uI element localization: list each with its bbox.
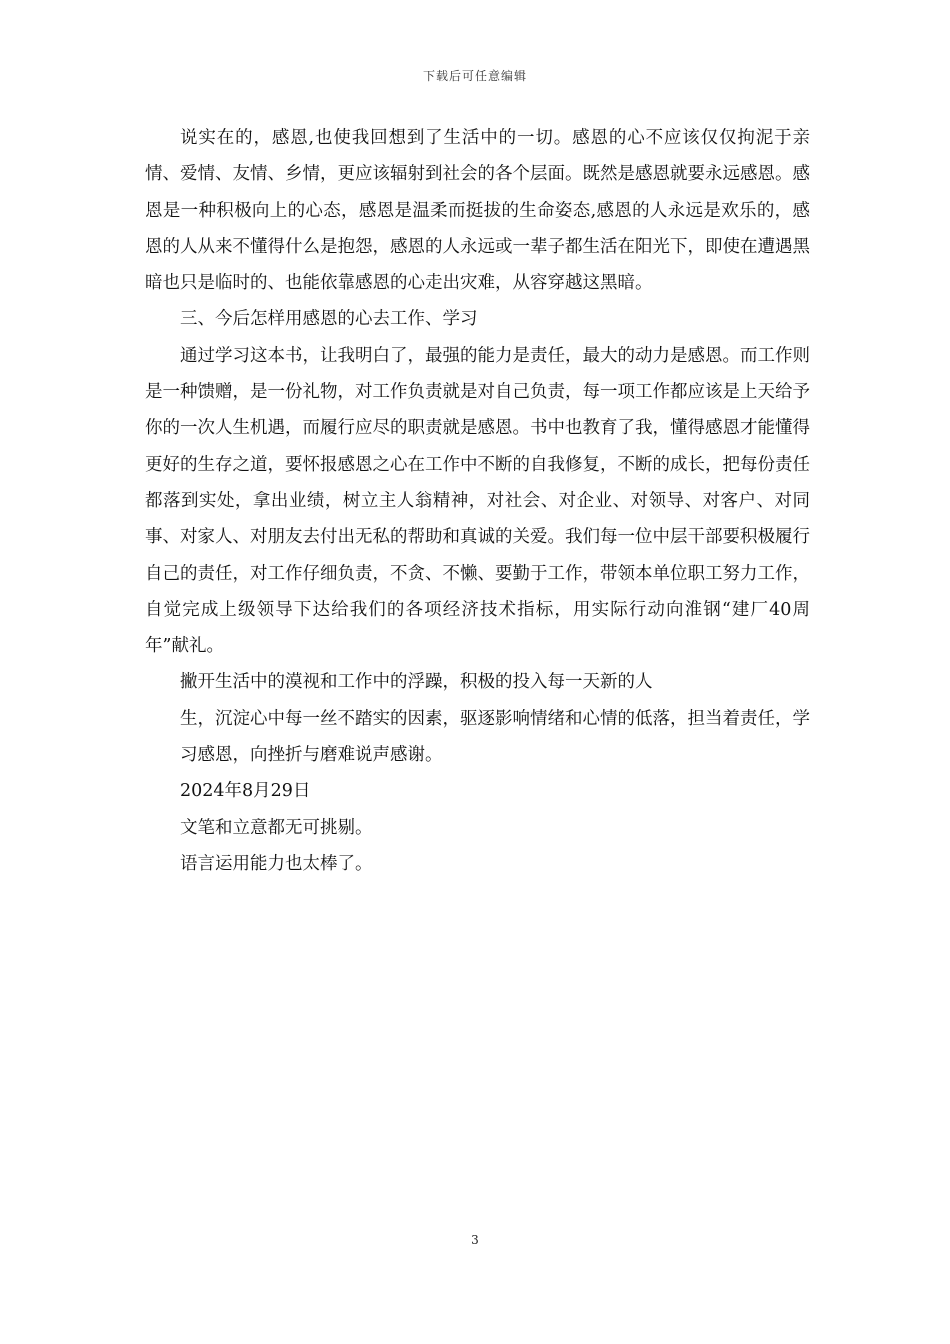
paragraph-work-study: 通过学习这本书，让我明白了，最强的能力是责任，最大的动力是感恩。而工作则是一种馈赠，是一份礼物，对工作负责就是对自己负责，每一项工作都应该是上天给予你的一次人生机遇，而履行应尽的职责就是感恩。书中也教育了我，懂得感恩才能懂得更好的生存之道，要怀报感恩之心在工作中不断的自我修复，不断的成长，把每份责任都落到实处，拿出业绩，树立主人翁精神，对社会、对企业、对领导、对客户、对同事、对家人、对朋友去付出无私的帮助和真诚的关爱。我们每一位中层干部要积极履行自己的责任，对工作仔细负责，不贪、不懒、要勤于工作，带领本单位职工努力工作，自觉完成上级领导下达给我们的各项经济技术指标，用实际行动向淮钢“建厂40周年”献礼。 [145,345,810,657]
document-body [145,120,810,882]
section-heading-three: 三、今后怎样用感恩的心去工作、学习 [180,309,478,330]
paragraph-gratitude-reflection: 说实在的，感恩,也使我回想到了生活中的一切。感恩的心不应该仅仅拘泥于亲情、爱情、友情、乡情，更应该辐射到社会的各个层面。既然是感恩就要永远感恩。感恩是一种积极向上的心态，感恩是温柔而挺拔的生命姿态,感恩的人永远是欢乐的，感恩的人从来不懂得什么是抱怨，感恩的人永远或一辈子都生活在阳光下，即使在遭遇黑暗也只是临时的、也能依靠感恩的心走出灾难，从容穿越这黑暗。 [145,128,810,294]
page-number: 3 [471,1233,479,1247]
document-date: 2024年8月29日 [180,781,311,802]
comment-line-2: 语言运用能力也太棒了。 [180,853,373,874]
page-header: 下载后可任意编辑 [422,69,527,83]
paragraph-closing-line2: 生，沉淀心中每一丝不踏实的因素，驱逐影响情绪和心情的低落，担当着责任，学习感恩，向挫折与磨难说声感谢。 [180,708,810,766]
paragraph-closing-line1: 撇开生活中的漠视和工作中的浮躁，积极的投入每一天新的人 [180,672,653,693]
comment-line-1: 文笔和立意都无可挑剔。 [180,817,373,838]
